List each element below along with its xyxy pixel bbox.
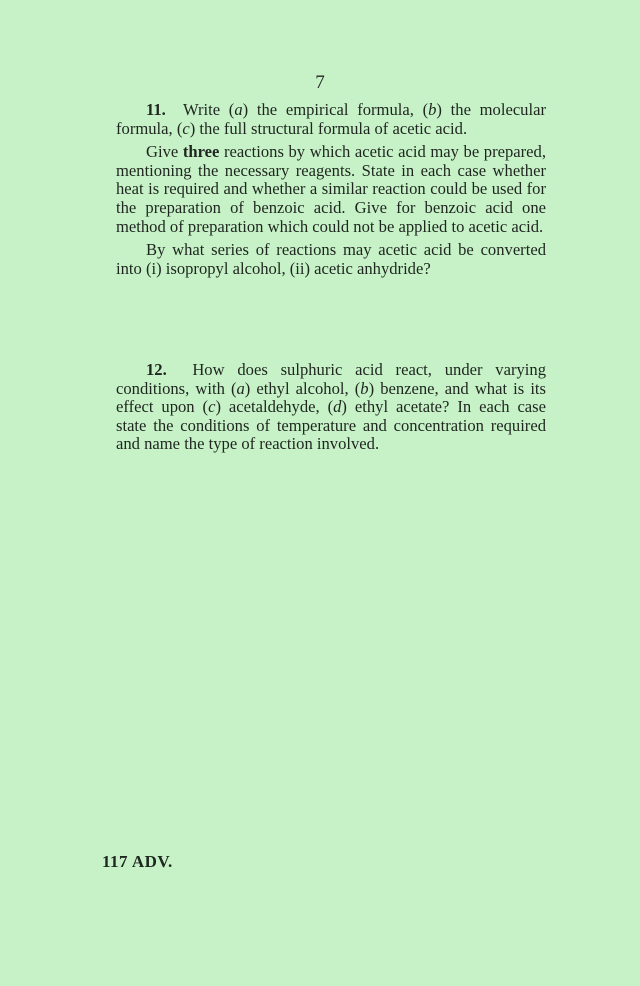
italic-letter: c	[208, 397, 216, 417]
italic-letter: a	[234, 100, 243, 119]
question-11-paragraph-1	[116, 101, 546, 138]
italic-letter: a	[236, 378, 245, 398]
page-number: 7	[315, 72, 325, 93]
question-11-paragraph-3: By what series of reactions may acetic acid be converted into (i) isopropyl alcohol, (ii) acetic anhydride?	[116, 240, 546, 278]
text-run: How does sulphuric acid react, under varying conditions, with (	[116, 360, 546, 398]
question-number: 12.	[146, 360, 167, 379]
question-11	[116, 101, 546, 278]
text-run: ) acetaldehyde, (	[215, 397, 334, 417]
question-12-paragraph-1	[116, 361, 546, 454]
italic-letter: b	[428, 100, 437, 119]
italic-letter: c	[182, 118, 190, 138]
text-run: ) the molecular formula, (	[116, 100, 546, 138]
text-run: Give	[146, 142, 183, 162]
bold-word: three	[182, 142, 220, 162]
text-run: ) the full structural formula of acetic acid.	[189, 118, 468, 138]
question-12	[116, 361, 546, 454]
text-run: Write (	[182, 100, 235, 119]
footer-code: 117 ADV.	[102, 852, 173, 871]
text-run: ) ethyl alcohol, (	[244, 378, 361, 398]
text-run: ) the empirical formula, (	[242, 100, 429, 119]
question-11-paragraph-2	[116, 143, 546, 236]
question-number: 11.	[146, 100, 166, 119]
italic-letter: b	[360, 378, 369, 398]
italic-letter: d	[333, 397, 342, 417]
text-run: ) benzene, and what is its effect upon (	[116, 378, 546, 417]
text-run: ) ethyl acetate? In each case state the conditions of temperature and concentration required and name the type of reaction involved.	[116, 397, 546, 454]
text-run: reactions by which acetic acid may be prepared, mentioning the necessary reagents. State in each case whether heat is required and whether a similar reaction could be used for the preparation of benzoic acid. Give for benzoic acid one method of preparation which could not be applied to acetic acid.	[116, 142, 546, 236]
